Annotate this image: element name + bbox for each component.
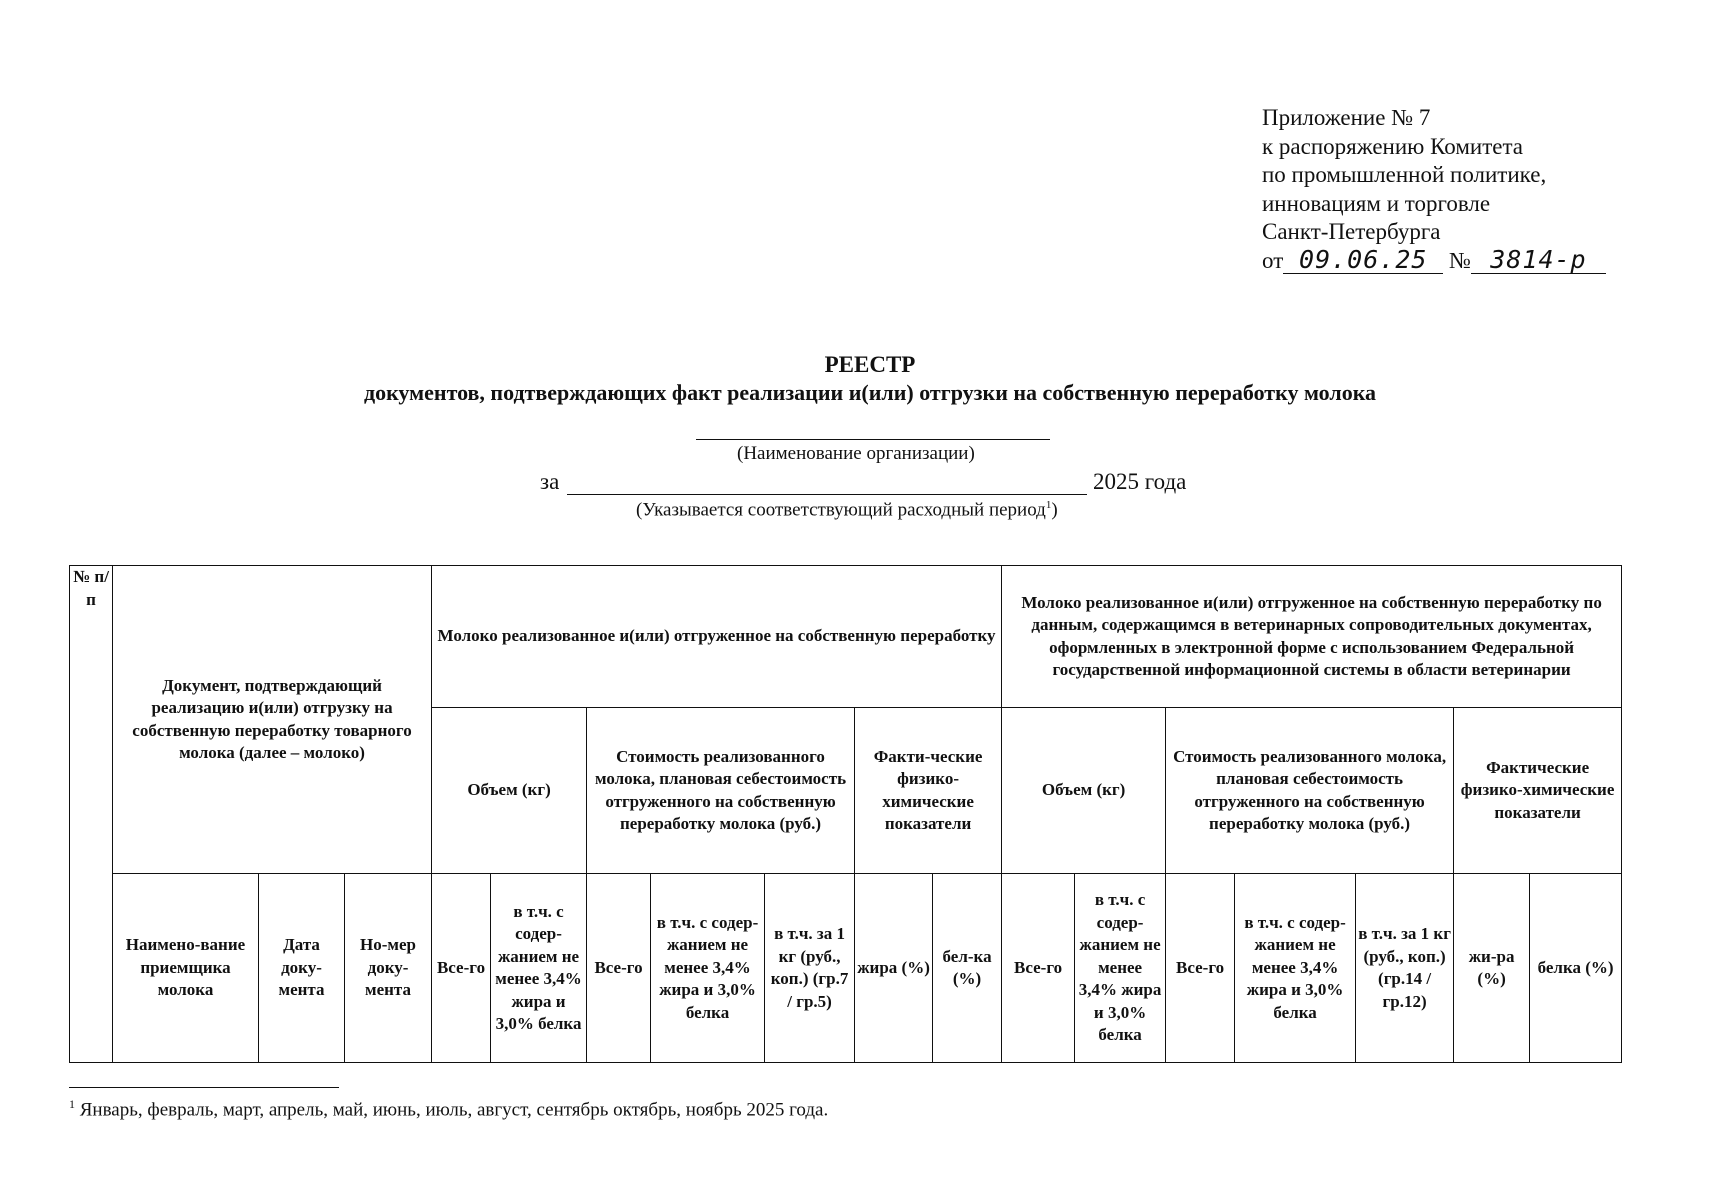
footnote-separator: [69, 1087, 339, 1088]
header-group-sold: Молоко реализованное и(или) отгруженное на собственную переработку: [432, 566, 1002, 708]
appendix-date-number-line: [1262, 244, 1606, 276]
col-volume-quality-b: в т.ч. с содер-жанием не менее 3,4% жира и 3,0% белка: [1075, 874, 1166, 1063]
header-cost-a: Стоимость реализованного молока, плановая себестоимость отгруженного на собственную переработку молока (руб.): [587, 708, 855, 874]
header-cost-b: Стоимость реализованного молока, плановая себестоимость отгруженного на собственную переработку молока (руб.): [1166, 708, 1454, 874]
period-blank-line: [567, 494, 1087, 495]
col-volume-total-b: Все-го: [1002, 874, 1075, 1063]
appendix-line: инновациям и торговле: [1262, 190, 1491, 216]
period-caption: (Указывается соответствующий расходный период$^1$): [636, 499, 1058, 521]
col-cost-total-a: Все-го: [587, 874, 651, 1063]
col-cost-quality-b: в т.ч. с содер-жанием не менее 3,4% жира и 3,0% белка: [1235, 874, 1356, 1063]
appendix-line: Санкт-Петербурга: [1262, 219, 1441, 244]
number-label: №: [1449, 247, 1471, 273]
header-group-vet-docs: Молоко реализованное и(или) отгруженное на собственную переработку по данным, содержащимся в ветеринарных сопроводительных документах, оформленных в электронной форме с использованием Федеральной государственной информационной системы в области ветеринарии: [1002, 566, 1622, 708]
organization-blank-line: [696, 439, 1050, 440]
from-label: от: [1262, 247, 1284, 273]
organization-caption: (Наименование организации): [737, 443, 975, 464]
header-row-number: № п/п: [70, 566, 113, 1063]
appendix-line: Приложение № 7: [1262, 105, 1431, 130]
col-fat-b: жи-ра (%): [1454, 874, 1530, 1063]
col-cost-total-b: Все-го: [1166, 874, 1235, 1063]
appendix-line: к распоряжению Комитета: [1262, 133, 1523, 159]
col-fat-a: жира (%): [855, 874, 933, 1063]
col-document-date: Дата доку-мента: [259, 874, 345, 1063]
appendix-line: по промышленной политике,: [1262, 162, 1547, 187]
registry-title: РЕЕСТР: [824, 352, 916, 377]
col-protein-b: белка (%): [1530, 874, 1622, 1063]
header-volume-a: Объем (кг): [432, 708, 587, 874]
footnote-text: Январь, февраль, март, апрель, май, июнь, июль, август, сентябрь октябрь, ноябрь 2025 года.: [79, 1099, 829, 1121]
period-prefix: за: [540, 469, 560, 494]
footnote: [69, 1097, 828, 1121]
header-volume-b: Объем (кг): [1002, 708, 1166, 874]
footnote-mark: 1: [1045, 499, 1052, 511]
col-cost-per-kg-b: в т.ч. за 1 кг (руб., коп.) (гр.14 / гр.12): [1356, 874, 1454, 1063]
header-physchem-a: Факти-ческие физико-химические показатели: [855, 708, 1002, 874]
handwritten-date: 09.06.25: [1283, 247, 1443, 274]
registry-table: [69, 565, 1622, 1063]
footnote-number: 1: [69, 1097, 75, 1111]
handwritten-number: 3814-р: [1471, 247, 1606, 274]
col-volume-quality-a: в т.ч. с содер-жанием не менее 3,4% жира и 3,0% белка: [491, 874, 587, 1063]
header-physchem-b: Фактические физико-химические показатели: [1454, 708, 1622, 874]
header-document-group: Документ, подтверждающий реализацию и(или) отгрузку на собственную переработку товарного молока (далее – молоко): [113, 566, 432, 874]
registry-subtitle: документов, подтверждающих факт реализации и(или) отгрузки на собственную переработку молока: [363, 380, 1377, 405]
appendix-block: [1262, 104, 1606, 275]
col-receiver-name: Наимено-вание приемщика молока: [113, 874, 259, 1063]
col-protein-a: бел-ка (%): [933, 874, 1002, 1063]
col-document-number: Но-мер доку-мента: [345, 874, 432, 1063]
col-volume-total-a: Все-го: [432, 874, 491, 1063]
period-suffix: 2025 года: [1093, 469, 1187, 494]
col-cost-per-kg-a: в т.ч. за 1 кг (руб., коп.) (гр.7 / гр.5): [765, 874, 855, 1063]
col-cost-quality-a: в т.ч. с содер-жанием не менее 3,4% жира и 3,0% белка: [651, 874, 765, 1063]
